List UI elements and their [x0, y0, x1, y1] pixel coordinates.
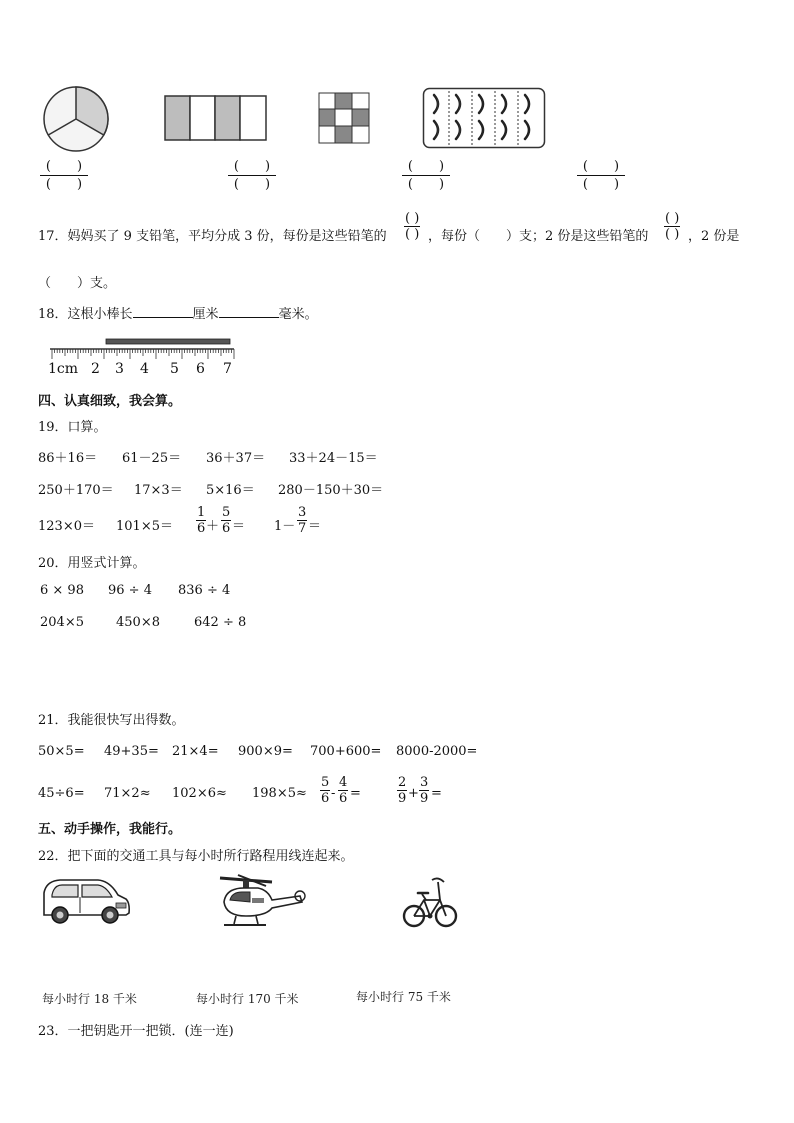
q21-frac1b	[338, 776, 348, 805]
q19-frac2-num: 3	[298, 505, 307, 520]
q19-f1-op: ＋	[206, 519, 220, 534]
q19-r2-c2: 17×3＝	[134, 483, 183, 498]
q21-f2-op: +	[408, 786, 419, 801]
figure2-denominator[interactable]: ( )	[233, 177, 271, 192]
q19-r2-c4: 280－150＋30＝	[278, 483, 384, 498]
q19-r2-c3: 5×16＝	[206, 483, 255, 498]
q18-prefix: 18．这根小棒长	[38, 307, 133, 322]
helicopter-image[interactable]	[216, 872, 306, 932]
q19-frac1b-den: 6	[222, 521, 231, 536]
q20-r1-c1: 6 × 98	[40, 583, 84, 598]
section5-title: 五、动手操作，我能行。	[38, 822, 182, 837]
q19-r1-c3: 36＋37＝	[206, 451, 266, 466]
figure3-denominator[interactable]: ( )	[407, 177, 445, 192]
q19-frac1b-num: 5	[222, 505, 231, 520]
q21-frac1b-den: 6	[339, 791, 348, 806]
rect-quarters-figure	[164, 95, 268, 141]
ruler-label-7: 7	[223, 361, 232, 377]
q20-title: 20．用竖式计算。	[38, 556, 146, 571]
q21-frac2b-den: 9	[420, 791, 429, 806]
q21-frac1a-num: 5	[321, 775, 330, 790]
q18-mm-blank[interactable]	[219, 305, 279, 318]
q21-f1-eq: =	[350, 786, 361, 801]
ruler-label-5: 5	[170, 361, 179, 377]
q19-r1-c1: 86＋16＝	[38, 451, 98, 466]
q21-frac2a-num: 2	[398, 775, 407, 790]
figure4-numerator[interactable]: ( )	[582, 159, 620, 174]
q21-r1-c3: 21×4=	[172, 744, 219, 759]
q21-frac2b	[419, 776, 429, 805]
q19-r1-c4: 33＋24－15＝	[289, 451, 378, 466]
section4-title: 四、认真细致，我会算。	[38, 394, 182, 409]
ruler-label-2: 2	[91, 361, 100, 377]
q21-r2-c4: 198×5≈	[252, 786, 307, 801]
q19-f2-eq: ＝	[308, 519, 322, 534]
q17-answer-fraction-1[interactable]	[404, 212, 420, 241]
caption-18km[interactable]: 每小时行 18 千米	[42, 992, 137, 1006]
q17-frac1-denominator[interactable]: ( )	[405, 227, 420, 242]
ruler-label-6: 6	[196, 361, 205, 377]
q19-r3-c1: 123×0＝	[38, 519, 95, 534]
q19-r3-c2: 101×5＝	[116, 519, 173, 534]
q17-frac2-denominator[interactable]: ( )	[665, 227, 680, 242]
q21-title: 21．我能很快写出得数。	[38, 713, 185, 728]
q18-unit-cm: 厘米	[192, 307, 219, 322]
figure2-numerator[interactable]: ( )	[233, 159, 271, 174]
q21-r2-c1: 45÷6=	[38, 786, 85, 801]
q21-r1-c5: 700+600=	[310, 744, 382, 759]
q19-title: 19．口算。	[38, 420, 107, 435]
q22-title: 22．把下面的交通工具与每小时所行路程用线连起来。	[38, 849, 354, 864]
q19-f1-eq: ＝	[232, 519, 246, 534]
q19-frac2	[297, 506, 307, 535]
q17-answer-fraction-2[interactable]	[664, 212, 680, 241]
q21-f1-op: -	[331, 786, 336, 801]
q21-r1-c1: 50×5=	[38, 744, 85, 759]
car-image[interactable]	[38, 875, 132, 927]
q18-unit-mm: 毫米。	[278, 307, 318, 322]
ruler-label-3: 3	[115, 361, 124, 377]
q20-r1-c2: 96 ÷ 4	[108, 583, 152, 598]
q17-text-part4: （ ）支。	[38, 276, 117, 291]
figure4-denominator[interactable]: ( )	[582, 177, 620, 192]
bananas-tray-figure	[422, 87, 546, 149]
q19-frac1a	[196, 506, 206, 535]
q19-frac1a-num: 1	[197, 505, 206, 520]
grid-ninths-figure	[318, 92, 370, 144]
q21-r2-c2: 71×2≈	[104, 786, 151, 801]
q19-frac1b	[221, 506, 231, 535]
q21-f2-eq: =	[431, 786, 442, 801]
q21-r1-c2: 49+35=	[104, 744, 159, 759]
figure1-denominator[interactable]: ( )	[45, 177, 83, 192]
q19-r1-c2: 61－25＝	[122, 451, 182, 466]
q17-frac2-numerator[interactable]: ( )	[665, 211, 680, 226]
q19-frac2-den: 7	[298, 521, 307, 536]
q20-r2-c2: 450×8	[116, 615, 160, 630]
bicycle-image[interactable]	[402, 872, 458, 932]
figure1-numerator[interactable]: ( )	[45, 159, 83, 174]
q17-frac1-numerator[interactable]: ( )	[405, 211, 420, 226]
q17-text-part2: ，每份（ ）支；2 份是这些铅笔的	[428, 229, 649, 244]
q20-r2-c1: 204×5	[40, 615, 84, 630]
q21-frac2a-den: 9	[398, 791, 407, 806]
q21-frac1a	[320, 776, 330, 805]
figure3-numerator[interactable]: ( )	[407, 159, 445, 174]
q21-frac2b-num: 3	[420, 775, 429, 790]
q21-r1-c4: 900×9=	[238, 744, 293, 759]
q21-r1-c6: 8000-2000=	[396, 744, 478, 759]
q21-frac1b-num: 4	[339, 775, 348, 790]
q19-f2-whole: 1－	[274, 519, 296, 534]
q20-r1-c3: 836 ÷ 4	[178, 583, 231, 598]
q21-r2-c3: 102×6≈	[172, 786, 227, 801]
figure1-answer-fraction[interactable]	[40, 160, 88, 191]
figure3-answer-fraction[interactable]	[402, 160, 450, 191]
q21-frac1a-den: 6	[321, 791, 330, 806]
caption-75km[interactable]: 每小时行 75 千米	[356, 990, 451, 1004]
q19-frac1a-den: 6	[197, 521, 206, 536]
ruler-label-4: 4	[140, 361, 149, 377]
q19-r2-c1: 250＋170＝	[38, 483, 114, 498]
q18-cm-blank[interactable]	[133, 305, 193, 318]
q21-frac2a	[397, 776, 407, 805]
q23-title: 23．一把钥匙开一把锁．(连一连)	[38, 1024, 234, 1039]
ruler-figure	[48, 333, 240, 381]
q17-text-part3: ，2 份是	[688, 229, 740, 244]
figure4-answer-fraction[interactable]	[577, 160, 625, 191]
ruler-label-1cm: 1cm	[48, 361, 79, 377]
pie-thirds-figure	[40, 85, 114, 153]
caption-170km[interactable]: 每小时行 170 千米	[196, 992, 299, 1006]
q18-line	[38, 303, 318, 322]
q17-text-part1: 17．妈妈买了 9 支铅笔，平均分成 3 份，每份是这些铅笔的	[38, 229, 387, 244]
figure2-answer-fraction[interactable]	[228, 160, 276, 191]
q20-r2-c3: 642 ÷ 8	[194, 615, 247, 630]
